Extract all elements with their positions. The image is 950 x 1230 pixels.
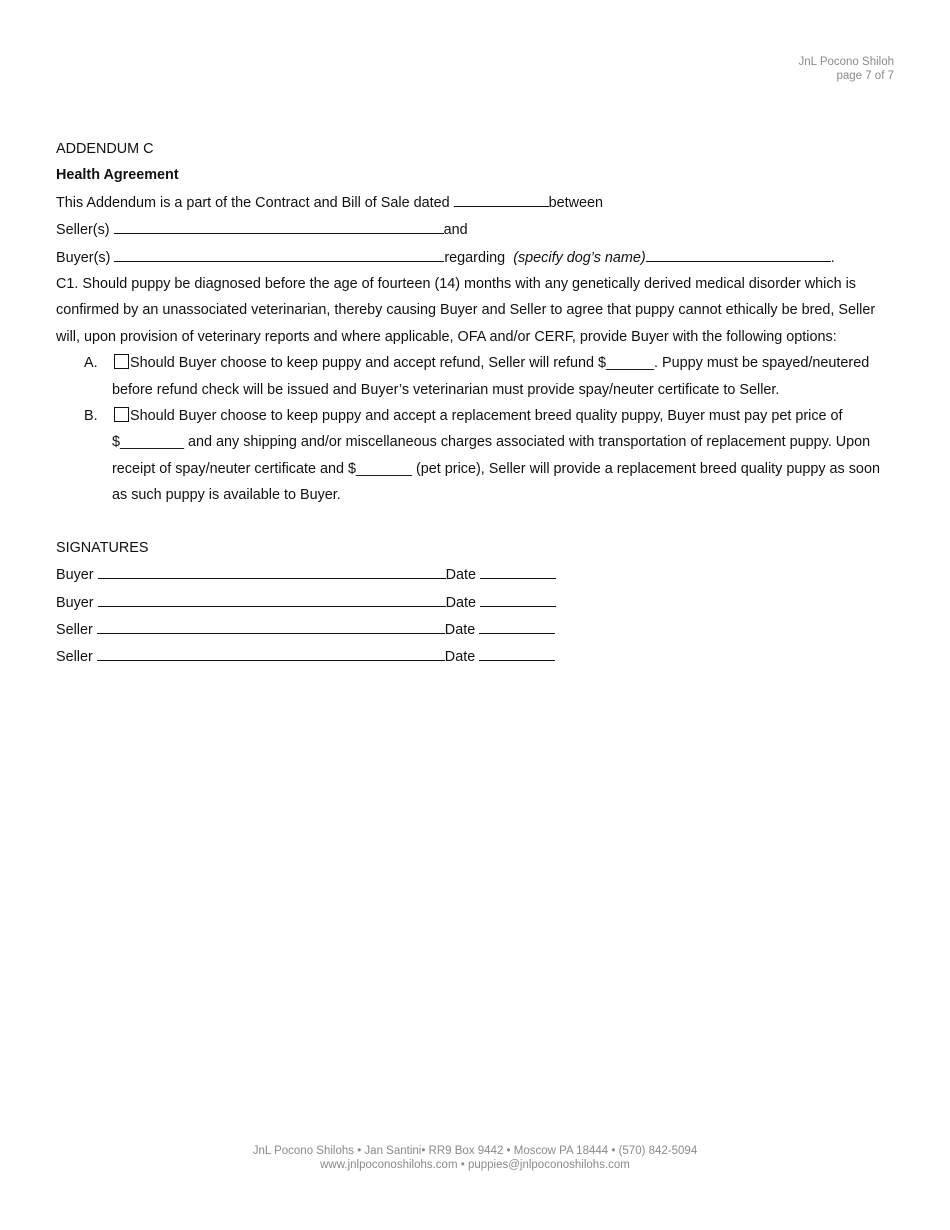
- signature-date-label: Date: [445, 567, 476, 584]
- sellers-field[interactable]: [114, 216, 444, 234]
- buyers-field[interactable]: [114, 244, 444, 262]
- option-b-text: Should Buyer choose to keep puppy and accept a replacement breed quality puppy, Buyer must pay pet price of $________ and any shipping and/or miscellaneous charges associated with transportation of replacement puppy. Upon receipt of spay/neuter certificate and $_______ (pet price), Seller will provide a replacement breed quality puppy as soon as such puppy is available to Buyer.: [112, 408, 880, 504]
- header-page-number: page 7 of 7: [836, 70, 894, 82]
- period-text: .: [830, 249, 835, 266]
- clause-c1: C1. Should puppy be diagnosed before the age of fourteen (14) months with any genetically derived medical disorder which is confirmed by an unassociated veterinarian, thereby causing Buyer and Seller to agree that puppy cannot ethically be bred, Seller will, upon provision of veterinary reports and where applicable, OFA and/or CERF, provide Buyer with the following options:: [56, 276, 876, 345]
- signature-date-label: Date: [444, 649, 476, 666]
- and-text: and: [443, 222, 468, 239]
- option-b-letter: B.: [84, 408, 98, 425]
- intro-text: This Addendum is a part of the Contract and Bill of Sale dated: [56, 194, 450, 211]
- signature-date-field[interactable]: [479, 643, 555, 661]
- signature-label: Buyer: [56, 594, 94, 611]
- signature-date-field[interactable]: [479, 616, 555, 634]
- option-a-checkbox[interactable]: [114, 354, 129, 369]
- signature-label: Buyer: [56, 567, 94, 584]
- intro-line: [56, 189, 896, 216]
- signature-label: Seller: [56, 621, 93, 638]
- dog-name-hint: (specify dog’s name): [513, 249, 646, 266]
- regarding-text: regarding: [444, 249, 506, 266]
- option-b-checkbox[interactable]: [114, 407, 129, 422]
- footer-contact: www.jnlpoconoshilohs.com • puppies@jnlpoconoshilohs.com: [320, 1159, 630, 1171]
- signature-field[interactable]: [97, 643, 445, 661]
- sellers-line: [56, 216, 896, 243]
- signature-row: [56, 561, 896, 588]
- addendum-title: ADDENDUM C: [56, 141, 154, 157]
- dog-name-field[interactable]: [646, 244, 831, 262]
- signature-row: [56, 643, 896, 670]
- sellers-label: Seller(s): [56, 222, 110, 239]
- signature-field[interactable]: [97, 616, 445, 634]
- signature-date-field[interactable]: [480, 561, 556, 579]
- page-header: [799, 55, 894, 83]
- signature-date-label: Date: [444, 621, 476, 638]
- signature-row: [56, 589, 896, 616]
- document-body: [56, 136, 896, 671]
- buyers-label: Buyer(s): [56, 249, 111, 266]
- option-a-text: Should Buyer choose to keep puppy and accept refund, Seller will refund $______. Puppy must be spayed/neutered before refund check will be issued and Buyer’s veterinarian must provide spay/neuter certificate to Seller.: [112, 355, 870, 398]
- signature-label: Seller: [56, 649, 93, 666]
- contract-date-field[interactable]: [454, 189, 549, 207]
- footer-address: JnL Pocono Shilohs • Jan Santini• RR9 Box 9442 • Moscow PA 18444 • (570) 842-5094: [252, 1145, 698, 1157]
- signatures-heading: SIGNATURES: [56, 539, 149, 556]
- signature-row: [56, 616, 896, 643]
- between-text: between: [548, 194, 603, 211]
- buyers-line: [56, 244, 896, 271]
- signature-field[interactable]: [98, 561, 446, 579]
- signature-field[interactable]: [98, 589, 446, 607]
- signature-date-field[interactable]: [480, 589, 556, 607]
- signature-date-label: Date: [445, 594, 476, 611]
- option-a-letter: A.: [84, 355, 98, 372]
- header-company: JnL Pocono Shiloh: [798, 56, 894, 68]
- addendum-subtitle: Health Agreement: [56, 167, 179, 184]
- option-a: [56, 350, 896, 403]
- spacer: [56, 509, 896, 535]
- page-footer: [0, 1144, 950, 1172]
- option-b: [56, 403, 896, 509]
